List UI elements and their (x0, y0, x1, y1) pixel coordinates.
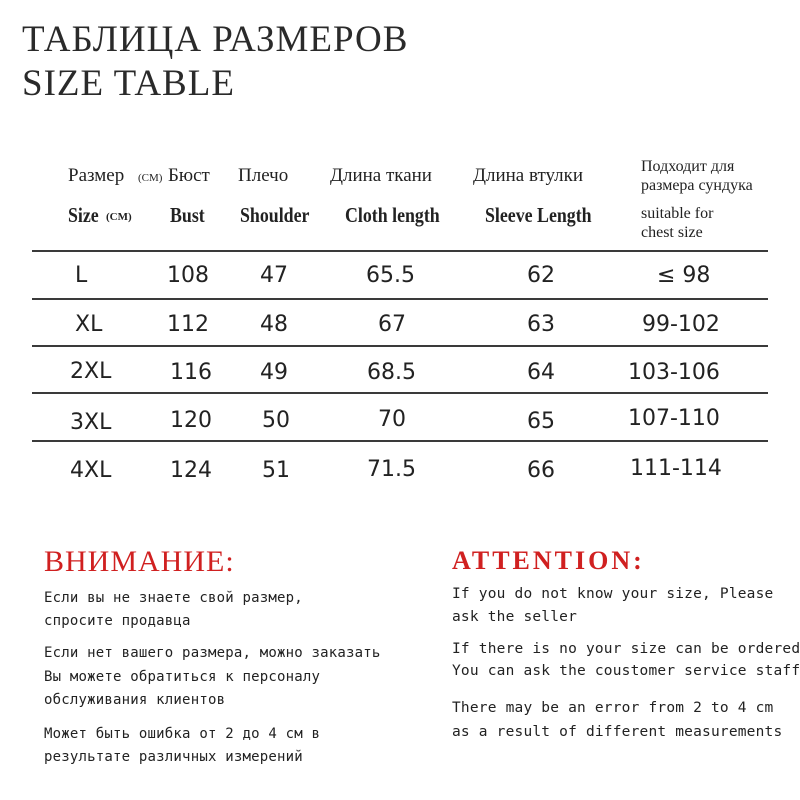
cell-bust: 116 (170, 360, 212, 385)
attention-line-en: There may be an error from 2 to 4 cm (452, 700, 774, 716)
cell-shoulder: 49 (260, 360, 288, 385)
cell-chest-size: 99-102 (642, 312, 720, 337)
title-english: SIZE TABLE (22, 63, 235, 104)
header-shoulder-ru: Плечо (238, 165, 289, 186)
attention-line-en: You can ask the coustomer service staff (452, 663, 800, 679)
attention-line-ru: Если вы не знаете свой размер, (44, 590, 303, 606)
cell-sleeve-length: 62 (527, 263, 555, 288)
attention-line-ru: Может быть ошибка от 2 до 4 см в (44, 726, 321, 742)
cell-sleeve-length: 64 (527, 360, 555, 385)
header-bust-ru: Бюст (168, 165, 210, 186)
cell-size: 2XL (70, 359, 112, 384)
cell-bust: 124 (170, 458, 212, 483)
cell-cloth-length: 68.5 (367, 360, 416, 385)
header-chest-en-line1: suitable for (641, 205, 714, 222)
attention-line-ru: обслуживания клиентов (44, 692, 226, 708)
attention-line-en: as a result of different measurements (452, 724, 783, 740)
header-size-ru: Размер (68, 165, 125, 186)
cell-chest-size: ≤ 98 (657, 263, 711, 288)
header-sleeve-en: Sleeve Length (485, 203, 592, 227)
header-cloth-ru: Длина ткани (330, 165, 432, 186)
cell-chest-size: 111-114 (630, 456, 722, 481)
header-bust-en: Bust (170, 203, 205, 227)
cell-cloth-length: 65.5 (366, 263, 415, 288)
cell-sleeve-length: 65 (527, 409, 555, 434)
header-size-ru-unit: (CM) (138, 172, 163, 184)
title-russian: ТАБЛИЦА РАЗМЕРОВ (22, 19, 409, 60)
header-chest-ru-line1: Подходит для (641, 158, 735, 175)
cell-bust: 112 (167, 312, 209, 337)
cell-shoulder: 50 (262, 408, 290, 433)
header-shoulder-en: Shoulder (240, 203, 310, 227)
cell-size: L (75, 263, 88, 288)
attention-line-ru: результате различных измерений (44, 749, 303, 765)
header-size-en: Size (68, 203, 99, 227)
cell-size: 4XL (70, 458, 112, 483)
table-divider (32, 392, 768, 394)
table-divider (32, 440, 768, 442)
cell-size: XL (75, 312, 103, 337)
header-chest-ru-line2: размера сундука (641, 177, 753, 194)
table-divider (32, 250, 768, 252)
attention-line-ru: Вы можете обратиться к персоналу (44, 669, 321, 685)
attention-line-en: If there is no your size can be ordered (452, 641, 800, 657)
cell-bust: 120 (170, 408, 212, 433)
cell-shoulder: 51 (262, 458, 290, 483)
header-size-en-unit: (CM) (106, 211, 132, 223)
cell-cloth-length: 70 (378, 407, 406, 432)
header-cloth-en: Cloth length (345, 203, 440, 227)
header-sleeve-ru: Длина втулки (473, 165, 584, 186)
attention-line-en: If you do not know your size, Please (452, 586, 774, 602)
cell-size: 3XL (70, 410, 112, 435)
attention-line-ru: Если нет вашего размера, можно заказать (44, 645, 381, 661)
table-divider (32, 345, 768, 347)
attention-title-en: ATTENTION: (452, 546, 645, 575)
table-divider (32, 298, 768, 300)
attention-line-ru: спросите продавца (44, 613, 191, 629)
cell-sleeve-length: 66 (527, 458, 555, 483)
cell-sleeve-length: 63 (527, 312, 555, 337)
attention-title-ru: ВНИМАНИЕ: (44, 545, 235, 578)
cell-chest-size: 107-110 (628, 406, 720, 431)
cell-cloth-length: 71.5 (367, 457, 416, 482)
attention-line-en: ask the seller (452, 609, 578, 625)
cell-shoulder: 48 (260, 312, 288, 337)
cell-shoulder: 47 (260, 263, 288, 288)
cell-chest-size: 103-106 (628, 360, 720, 385)
cell-bust: 108 (167, 263, 209, 288)
header-chest-en-line2: chest size (641, 224, 703, 241)
cell-cloth-length: 67 (378, 312, 406, 337)
